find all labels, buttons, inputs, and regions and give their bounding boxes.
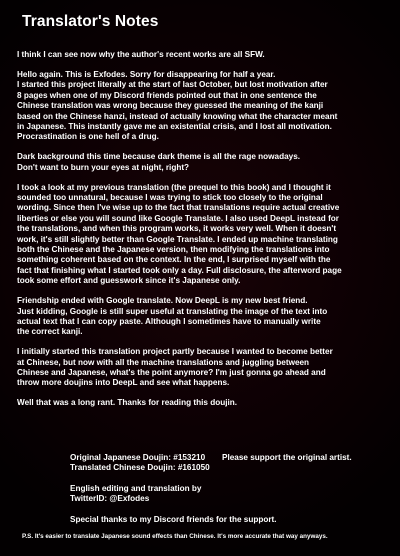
editing-credit-twitter: TwitterID: @Exfodes bbox=[70, 494, 150, 504]
paragraph-line: Just kidding, Google is still super useful at translating the image of the text into bbox=[17, 306, 328, 316]
page-title: Translator's Notes bbox=[22, 13, 159, 30]
paragraph bbox=[17, 50, 389, 60]
paragraph bbox=[17, 398, 389, 408]
paragraph-line: took some effort and guesswork since it's Japanese only. bbox=[17, 276, 241, 286]
paragraph-line: fact that finishing what I started took only a day. Full disclosure, the afterword page bbox=[17, 265, 342, 275]
paragraph bbox=[17, 152, 389, 173]
original-doujin-id: Original Japanese Doujin: #153210 bbox=[70, 453, 206, 462]
paragraph-line: I started this project literally at the start of last October, but lost motivation after bbox=[17, 80, 328, 90]
credits-block bbox=[70, 453, 390, 525]
special-thanks: Special thanks to my Discord friends for the support. bbox=[70, 514, 277, 524]
paragraph-line: at Chinese, but now with all the machine translations and juggling between bbox=[17, 357, 310, 367]
paragraph-line: liberties or else you will sound like Google Translate. I also used DeepL instead for bbox=[17, 213, 339, 223]
notes-body bbox=[17, 50, 389, 418]
paragraph-line: Chinese translation was wrong because they guessed the meaning of the kanji bbox=[17, 101, 324, 111]
paragraph bbox=[17, 183, 389, 287]
paragraph-line: 8 pages when one of my Discord friends pointed out that in one sentence the bbox=[17, 90, 317, 100]
paragraph bbox=[17, 296, 389, 338]
paragraph-line: Chinese and Japanese, what's the point anymore? I'm just gonna go ahead and bbox=[17, 368, 326, 378]
paragraph-line: I initially started this translation project partly because I wanted to become better bbox=[17, 347, 333, 357]
paragraph-line: I took a look at my previous translation (the prequel to this book) and I thought it bbox=[17, 182, 331, 192]
paragraph-line: both the Chinese and the Japanese version, then modifying the translations into bbox=[17, 245, 330, 254]
paragraph-line: the correct kanji. bbox=[17, 327, 83, 337]
translated-doujin-id: Translated Chinese Doujin: #161050 bbox=[70, 463, 210, 473]
paragraph-line: Procrastination is one hell of a drug. bbox=[17, 132, 159, 142]
editing-credit-line1: English editing and translation by bbox=[70, 483, 202, 493]
paragraph-line: Hello again. This is Exfodes. Sorry for disappearing for half a year. bbox=[17, 69, 276, 79]
paragraph-line: wording. Since then I've wise up to the fact that translations require actual creative bbox=[17, 203, 340, 213]
paragraph-line: Dark background this time because dark theme is all the rage nowadays. bbox=[17, 152, 301, 162]
paragraph-line: actual text that I can copy paste. Although I sometimes have to manually write bbox=[17, 316, 321, 326]
paragraph-line: Friendship ended with Google translate. Now DeepL is my new best friend. bbox=[17, 296, 308, 306]
paragraph-line: based on the Chinese hanzi, instead of actually knowing what the character meant bbox=[17, 111, 338, 121]
paragraph-line: work, it's still slightly better than Google Translate. I ended up machine translating bbox=[17, 234, 338, 244]
paragraph-line: Don't want to burn your eyes at night, right? bbox=[17, 162, 190, 172]
paragraph-line: the translations, and when this program works, it works very well. When it doesn't bbox=[17, 224, 337, 234]
paragraph-line: throw more doujins into DeepL and see what happens. bbox=[17, 378, 230, 388]
postscript: P.S. It's easier to translate Japanese sound effects than Chinese. It's more accurate that way anyways. bbox=[22, 533, 328, 540]
paragraph-line: sounded too unnatural, because I was trying to stick too closely to the original bbox=[17, 192, 323, 202]
paragraph-line: something coherent based on the context. In the end, I surprised myself with the bbox=[17, 255, 331, 265]
credit-row-original bbox=[70, 453, 390, 463]
paragraph bbox=[17, 70, 389, 143]
paragraph bbox=[17, 347, 389, 389]
paragraph-line: Well that was a long rant. Thanks for reading this doujin. bbox=[17, 398, 238, 408]
paragraph-line: in Japanese. This instantly gave me an existential crisis, and I lost all motivation. bbox=[17, 121, 332, 131]
support-artist-note: Please support the original artist. bbox=[222, 453, 352, 462]
paragraph-line: I think I can see now why the author's recent works are all SFW. bbox=[17, 50, 265, 59]
